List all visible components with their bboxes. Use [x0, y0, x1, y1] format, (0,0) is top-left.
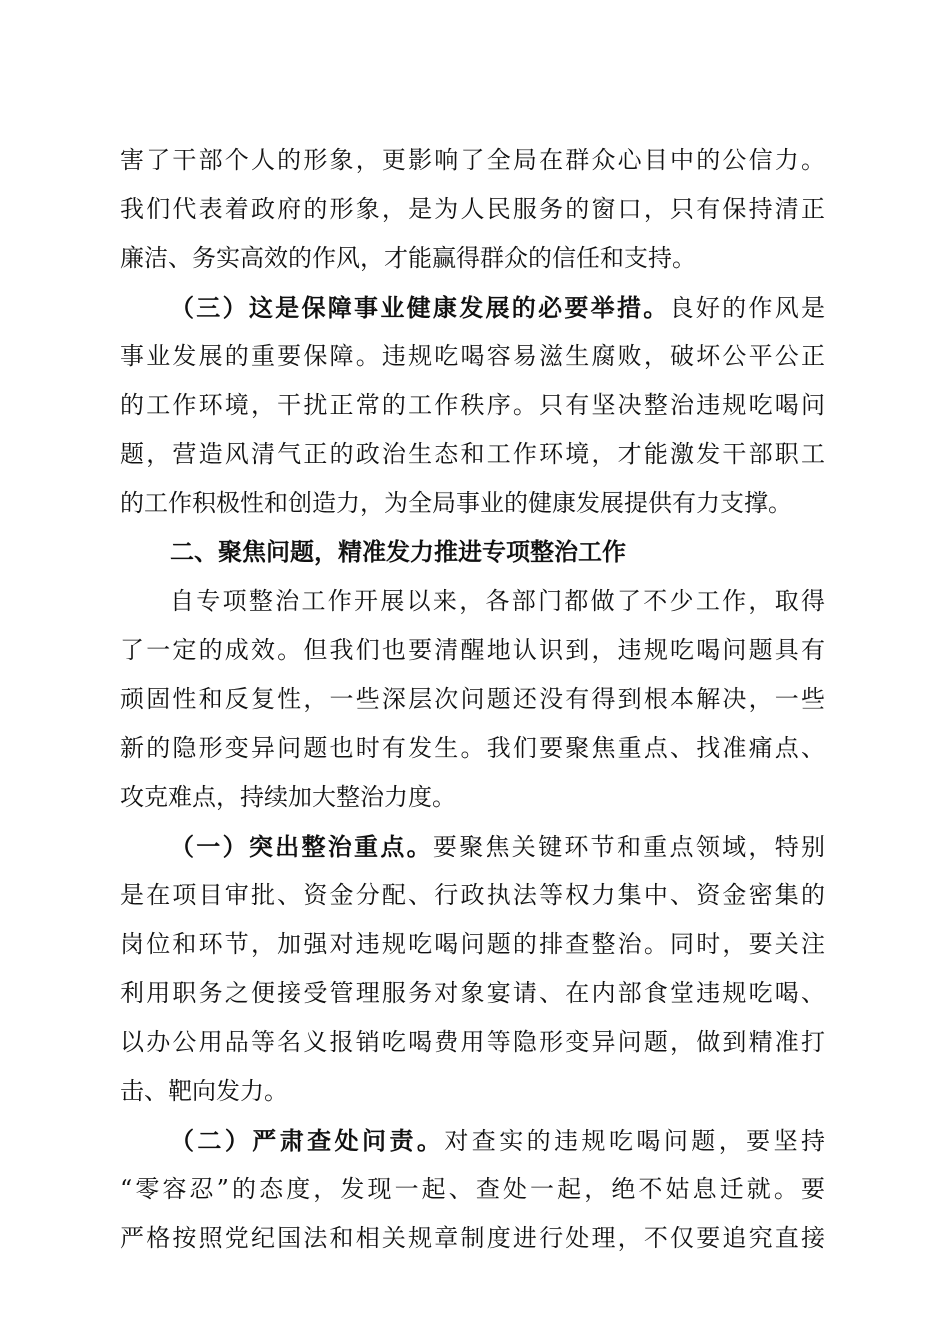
text-line: 岗位和环节，加强对违规吃喝问题的排查整治。同时，要关注	[120, 930, 825, 958]
paragraph-lead: （三）这是保障事业健康发展的必要举措。	[170, 293, 670, 322]
paragraph-first-line	[120, 283, 825, 332]
paragraph-first-line	[120, 1116, 825, 1165]
text-line: 廉洁、务实高效的作风，才能赢得群众的信任和支持。	[120, 244, 696, 272]
text-line: 顽固性和反复性，一些深层次问题还没有得到根本解决，一些	[120, 685, 825, 713]
text-line: 以办公用品等名义报销吃喝费用等隐形变异问题，做到精准打	[120, 1028, 825, 1056]
paragraph-lead: （一）突出整治重点。	[170, 832, 433, 861]
section-heading: 二、聚焦问题，精准发力推进专项整治工作	[170, 538, 626, 566]
text-line: 攻克难点，持续加大整治力度。	[120, 783, 456, 811]
text-line: 严格按照党纪国法和相关规章制度进行处理，不仅要追究直接	[120, 1224, 825, 1252]
paragraph-first-line	[120, 822, 825, 871]
text-line: 我们代表着政府的形象，是为人民服务的窗口，只有保持清正	[120, 195, 825, 223]
text-line: 是在项目审批、资金分配、行政执法等权力集中、资金密集的	[120, 881, 825, 909]
text-line: 的工作环境，干扰正常的工作秩序。只有坚决整治违规吃喝问	[120, 391, 825, 419]
text-line: 新的隐形变异问题也时有发生。我们要聚焦重点、找准痛点、	[120, 734, 825, 762]
text-line: 利用职务之便接受管理服务对象宴请、在内部食堂违规吃喝、	[120, 979, 825, 1007]
text-line: 事业发展的重要保障。违规吃喝容易滋生腐败，破坏公平公正	[120, 342, 825, 370]
text-line: 的工作积极性和创造力，为全局事业的健康发展提供有力支撑。	[120, 489, 792, 517]
text-line: 了一定的成效。但我们也要清醒地认识到，违规吃喝问题具有	[120, 636, 825, 664]
paragraph-lead: （二）严肃查处问责。	[170, 1126, 445, 1155]
document-body	[120, 136, 825, 1263]
text-line: 害了干部个人的形象，更影响了全局在群众心目中的公信力。	[120, 146, 825, 174]
paragraph-text: 对查实的违规吃喝问题，要坚持	[444, 1127, 825, 1155]
text-line: “零容忍”的态度，发现一起、查处一起，绝不姑息迁就。要	[120, 1175, 825, 1203]
text-line: 击、靶向发力。	[120, 1077, 288, 1105]
paragraph-text: 良好的作风是	[669, 294, 825, 322]
paragraph-first-line: 自专项整治工作开展以来，各部门都做了不少工作，取得	[170, 587, 825, 615]
text-line: 题，营造风清气正的政治生态和工作环境，才能激发干部职工	[120, 440, 825, 468]
paragraph-text: 要聚焦关键环节和重点领域，特别	[432, 833, 825, 861]
